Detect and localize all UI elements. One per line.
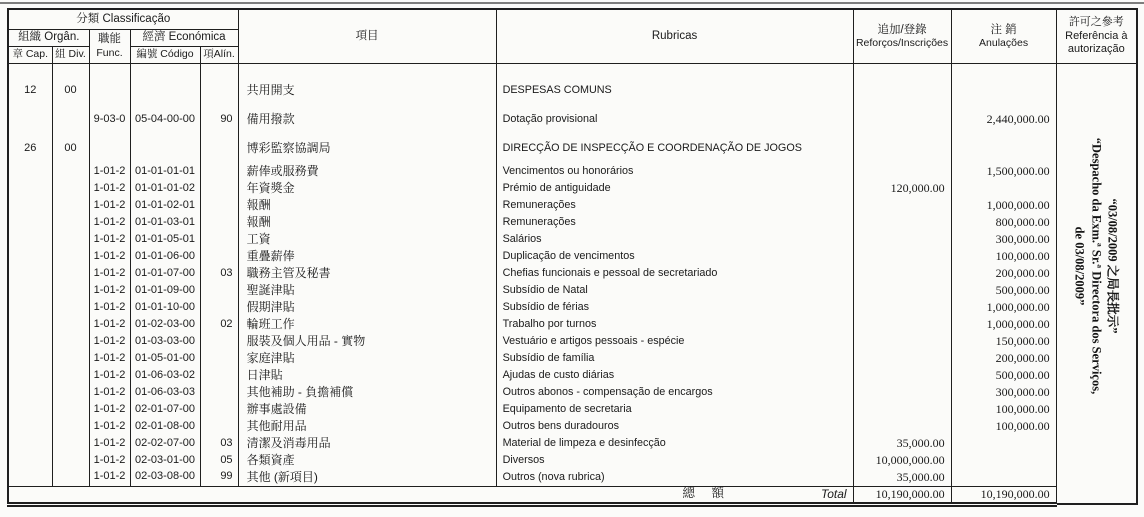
cell-reforcos <box>853 197 951 214</box>
cell-cap <box>8 299 52 316</box>
table-row <box>8 316 1137 333</box>
cell-func: 1-01-2 <box>89 452 130 469</box>
cell-codigo <box>130 76 200 105</box>
table-row <box>8 367 1137 384</box>
header-func <box>89 29 130 63</box>
cell-func: 1-01-2 <box>89 197 130 214</box>
cell-item-zh: 服裝及個人用品 - 實物 <box>238 333 496 350</box>
cell-item-zh: 工資 <box>238 231 496 248</box>
cell-reforcos <box>853 231 951 248</box>
cell-div <box>52 316 89 333</box>
header-rubricas: Rubricas <box>496 9 853 63</box>
cell-cap <box>8 333 52 350</box>
cell-div <box>52 333 89 350</box>
cell-codigo: 01-06-03-02 <box>130 367 200 384</box>
header-referencia-pt1: Referência à <box>1065 29 1128 42</box>
cell-alin <box>200 333 238 350</box>
header-classificacao: 分類 Classificação <box>8 9 238 29</box>
table-row <box>8 384 1137 401</box>
cell-anulacoes: 150,000.00 <box>951 333 1056 350</box>
cell-anulacoes <box>951 435 1056 452</box>
cell-rubrica: Subsídio de família <box>496 350 853 367</box>
cell-rubrica: Vencimentos ou honorários <box>496 163 853 180</box>
cell-func: 1-01-2 <box>89 401 130 418</box>
cell-reforcos <box>853 299 951 316</box>
cell-alin <box>200 197 238 214</box>
spacer-cell <box>200 63 238 76</box>
cell-anulacoes: 1,000,000.00 <box>951 316 1056 333</box>
cell-reforcos <box>853 333 951 350</box>
cell-func: 1-01-2 <box>89 282 130 299</box>
total-label-zh: 總 額 <box>682 486 726 501</box>
cell-reforcos <box>853 265 951 282</box>
spacer-cell <box>8 63 52 76</box>
cell-div <box>52 350 89 367</box>
cell-codigo: 01-01-01-02 <box>130 180 200 197</box>
header-reforcos-zh: 追加/登錄 <box>877 23 927 36</box>
cell-func: 1-01-2 <box>89 350 130 367</box>
cell-codigo: 01-05-01-00 <box>130 350 200 367</box>
cell-func <box>89 76 130 105</box>
cell-reforcos <box>853 214 951 231</box>
cell-alin <box>200 282 238 299</box>
cell-reforcos <box>853 316 951 333</box>
cell-div <box>52 197 89 214</box>
cell-rubrica: Subsídio de férias <box>496 299 853 316</box>
cell-item-zh: 博彩監察協調局 <box>238 134 496 163</box>
cell-cap <box>8 231 52 248</box>
cell-alin <box>200 299 238 316</box>
cell-codigo <box>130 134 200 163</box>
table-row <box>8 435 1137 452</box>
reference-note-line1: “03/08/2009 之局長批示” <box>1105 198 1120 334</box>
cell-codigo: 01-01-03-01 <box>130 214 200 231</box>
cell-item-zh: 報酬 <box>238 197 496 214</box>
table-row <box>8 180 1137 197</box>
cell-func: 1-01-2 <box>89 418 130 435</box>
cell-alin <box>200 367 238 384</box>
cell-item-zh: 各類資產 <box>238 452 496 469</box>
cell-func: 1-01-2 <box>89 265 130 282</box>
cell-div <box>52 299 89 316</box>
cell-cap <box>8 418 52 435</box>
cell-anulacoes: 300,000.00 <box>951 231 1056 248</box>
table-body <box>8 63 1137 504</box>
cell-codigo: 01-01-05-01 <box>130 231 200 248</box>
table-row <box>8 401 1137 418</box>
cell-codigo: 01-01-06-00 <box>130 248 200 265</box>
cell-codigo: 02-01-07-00 <box>130 401 200 418</box>
cell-item-zh: 清潔及消毒用品 <box>238 435 496 452</box>
cell-reforcos <box>853 282 951 299</box>
cell-anulacoes: 1,000,000.00 <box>951 197 1056 214</box>
cell-alin <box>200 76 238 105</box>
cell-div <box>52 105 89 134</box>
cell-item-zh: 辦事處設備 <box>238 401 496 418</box>
cell-div <box>52 248 89 265</box>
cell-codigo: 02-03-08-00 <box>130 469 200 486</box>
cell-reforcos <box>853 248 951 265</box>
cell-alin: 03 <box>200 265 238 282</box>
cell-reforcos <box>853 105 951 134</box>
cell-div <box>52 401 89 418</box>
cell-codigo: 01-02-03-00 <box>130 316 200 333</box>
cell-cap <box>8 282 52 299</box>
cell-cap <box>8 248 52 265</box>
cell-reforcos <box>853 350 951 367</box>
header-referencia <box>1056 9 1137 63</box>
cell-codigo: 05-04-00-00 <box>130 105 200 134</box>
table-row <box>8 248 1137 265</box>
cell-anulacoes <box>951 469 1056 486</box>
cell-alin <box>200 214 238 231</box>
table-row <box>8 231 1137 248</box>
cell-cap <box>8 163 52 180</box>
cell-reforcos <box>853 384 951 401</box>
header-alin: 項Alín. <box>200 46 238 63</box>
header-func-zh: 職能 <box>98 33 121 46</box>
cell-anulacoes <box>951 134 1056 163</box>
cell-alin: 03 <box>200 435 238 452</box>
cell-rubrica: Equipamento de secretaria <box>496 401 853 418</box>
cell-div <box>52 231 89 248</box>
table-row <box>8 163 1137 180</box>
cell-rubrica: Ajudas de custo diárias <box>496 367 853 384</box>
cell-codigo: 01-03-03-00 <box>130 333 200 350</box>
cell-anulacoes: 1,500,000.00 <box>951 163 1056 180</box>
cell-div <box>52 384 89 401</box>
cell-func: 1-01-2 <box>89 299 130 316</box>
cell-item-zh: 職務主管及秘書 <box>238 265 496 282</box>
cell-anulacoes: 2,440,000.00 <box>951 105 1056 134</box>
cell-alin <box>200 180 238 197</box>
cell-item-zh: 其他 (新項目) <box>238 469 496 486</box>
cell-codigo: 01-01-09-00 <box>130 282 200 299</box>
cell-rubrica: DIRECÇÃO DE INSPECÇÃO E COORDENAÇÃO DE JOGOS <box>496 134 853 163</box>
spacer-cell <box>951 63 1056 76</box>
table-row <box>8 350 1137 367</box>
cell-rubrica: Trabalho por turnos <box>496 316 853 333</box>
cell-cap <box>8 401 52 418</box>
cell-item-zh: 聖誕津貼 <box>238 282 496 299</box>
reference-note-line2: “Despacho da Exm.ª Sr.ª Directora dos Serviços, <box>1089 137 1104 394</box>
header-func-pt: Func. <box>96 46 123 59</box>
cell-reforcos: 120,000.00 <box>853 180 951 197</box>
cell-item-zh: 年資獎金 <box>238 180 496 197</box>
cell-reforcos <box>853 76 951 105</box>
total-label-pt: Total <box>820 486 847 501</box>
cell-rubrica: Outros bens duradouros <box>496 418 853 435</box>
cell-anulacoes: 200,000.00 <box>951 350 1056 367</box>
cell-codigo: 02-01-08-00 <box>130 418 200 435</box>
cell-reforcos: 35,000.00 <box>853 469 951 486</box>
cell-anulacoes <box>951 76 1056 105</box>
cell-func: 1-01-2 <box>89 333 130 350</box>
cell-item-zh: 備用撥款 <box>238 105 496 134</box>
cell-rubrica: Duplicação de vencimentos <box>496 248 853 265</box>
spacer-cell <box>238 63 496 76</box>
cell-reforcos <box>853 163 951 180</box>
cell-div: 00 <box>52 134 89 163</box>
cell-div <box>52 214 89 231</box>
cell-reforcos <box>853 367 951 384</box>
cell-func: 1-01-2 <box>89 316 130 333</box>
cell-alin <box>200 248 238 265</box>
spacer-cell <box>89 63 130 76</box>
table-row <box>8 214 1137 231</box>
cell-cap <box>8 384 52 401</box>
cell-func: 1-01-2 <box>89 163 130 180</box>
cell-codigo: 01-06-03-03 <box>130 384 200 401</box>
cell-reforcos <box>853 134 951 163</box>
cell-item-zh: 共用開支 <box>238 76 496 105</box>
cell-codigo: 02-03-01-00 <box>130 452 200 469</box>
cell-codigo: 01-01-07-00 <box>130 265 200 282</box>
cell-anulacoes: 500,000.00 <box>951 367 1056 384</box>
cell-div <box>52 367 89 384</box>
total-row <box>8 486 1137 504</box>
cell-rubrica: Material de limpeza e desinfecção <box>496 435 853 452</box>
header-referencia-pt2: autorização <box>1067 42 1125 55</box>
cell-alin <box>200 134 238 163</box>
cell-func: 1-01-2 <box>89 367 130 384</box>
cell-codigo: 02-02-07-00 <box>130 435 200 452</box>
cell-rubrica: Diversos <box>496 452 853 469</box>
header-organ: 組織 Orgân. <box>8 29 89 46</box>
cell-anulacoes <box>951 180 1056 197</box>
cell-cap <box>8 105 52 134</box>
cell-item-zh: 輪班工作 <box>238 316 496 333</box>
table-row <box>8 299 1137 316</box>
cell-func: 1-01-2 <box>89 469 130 486</box>
cell-reforcos <box>853 401 951 418</box>
table-row <box>8 105 1137 134</box>
cell-cap: 26 <box>8 134 52 163</box>
header-referencia-zh: 許可之參考 <box>1068 16 1124 29</box>
spacer-cell <box>130 63 200 76</box>
cell-anulacoes: 200,000.00 <box>951 265 1056 282</box>
header-cap: 章 Cap. <box>8 46 52 63</box>
cell-func: 1-01-2 <box>89 214 130 231</box>
table-row <box>8 452 1137 469</box>
cell-anulacoes: 300,000.00 <box>951 384 1056 401</box>
cell-div <box>52 282 89 299</box>
table-row <box>8 265 1137 282</box>
cell-alin <box>200 350 238 367</box>
table-row <box>8 469 1137 486</box>
header-anulacoes-zh: 注 銷 <box>990 23 1017 36</box>
cell-reforcos: 35,000.00 <box>853 435 951 452</box>
cell-cap: 12 <box>8 76 52 105</box>
cell-alin <box>200 401 238 418</box>
cell-div <box>52 418 89 435</box>
spacer-row <box>8 63 1137 76</box>
table-header <box>8 9 1137 63</box>
cell-rubrica: Outros abonos - compensação de encargos <box>496 384 853 401</box>
authorization-reference-note <box>1072 137 1121 393</box>
cell-rubrica: Chefias funcionais e pessoal de secretariado <box>496 265 853 282</box>
spacer-cell <box>496 63 853 76</box>
table-row <box>8 333 1137 350</box>
cell-cap <box>8 452 52 469</box>
cell-rubrica: Remunerações <box>496 197 853 214</box>
header-codigo: 編號 Código <box>130 46 200 63</box>
cell-cap <box>8 214 52 231</box>
total-reforcos: 10,190,000.00 <box>853 486 951 504</box>
cell-div <box>52 435 89 452</box>
cell-reforcos: 10,000,000.00 <box>853 452 951 469</box>
cell-item-zh: 日津貼 <box>238 367 496 384</box>
cell-anulacoes: 100,000.00 <box>951 248 1056 265</box>
referencia-note-cell <box>1056 63 1137 504</box>
cell-rubrica: Salários <box>496 231 853 248</box>
cell-rubrica: Remunerações <box>496 214 853 231</box>
spacer-cell <box>52 63 89 76</box>
cell-alin <box>200 384 238 401</box>
cell-div <box>52 180 89 197</box>
header-reforcos <box>853 9 951 63</box>
header-anulacoes <box>951 9 1056 63</box>
cell-item-zh: 報酬 <box>238 214 496 231</box>
cell-cap <box>8 350 52 367</box>
cell-func: 1-01-2 <box>89 248 130 265</box>
cell-alin: 05 <box>200 452 238 469</box>
cell-cap <box>8 469 52 486</box>
cell-anulacoes: 100,000.00 <box>951 418 1056 435</box>
cell-alin <box>200 163 238 180</box>
table-row <box>8 134 1137 163</box>
cell-rubrica: Dotação provisional <box>496 105 853 134</box>
cell-cap <box>8 435 52 452</box>
cell-cap <box>8 316 52 333</box>
header-economica: 經濟 Económica <box>130 29 238 46</box>
header-div: 組 Div. <box>52 46 89 63</box>
cell-reforcos <box>853 418 951 435</box>
header-item: 項目 <box>238 9 496 63</box>
budget-table <box>7 8 1138 507</box>
cell-item-zh: 其他補助 - 負擔補償 <box>238 384 496 401</box>
cell-item-zh: 假期津貼 <box>238 299 496 316</box>
cell-alin <box>200 418 238 435</box>
cell-func: 1-01-2 <box>89 231 130 248</box>
cell-codigo: 01-01-01-01 <box>130 163 200 180</box>
header-reforcos-pt: Reforços/Inscrições <box>855 36 949 49</box>
cell-div <box>52 265 89 282</box>
header-anulacoes-pt: Anulações <box>979 36 1029 49</box>
cell-alin <box>200 231 238 248</box>
total-anulacoes: 10,190,000.00 <box>951 486 1056 504</box>
cell-rubrica: Prémio de antiguidade <box>496 180 853 197</box>
cell-div <box>52 452 89 469</box>
table-row <box>8 282 1137 299</box>
cell-cap <box>8 265 52 282</box>
cell-func: 1-01-2 <box>89 180 130 197</box>
cell-rubrica: DESPESAS COMUNS <box>496 76 853 105</box>
cell-func <box>89 134 130 163</box>
table-row <box>8 418 1137 435</box>
cell-item-zh: 其他耐用品 <box>238 418 496 435</box>
cell-codigo: 01-01-02-01 <box>130 197 200 214</box>
cell-item-zh: 重疊薪俸 <box>238 248 496 265</box>
cell-anulacoes: 1,000,000.00 <box>951 299 1056 316</box>
reference-note-line3: de 03/08/2009” <box>1073 226 1088 306</box>
cell-anulacoes: 100,000.00 <box>951 401 1056 418</box>
cell-codigo: 01-01-10-00 <box>130 299 200 316</box>
cell-item-zh: 薪俸或服務費 <box>238 163 496 180</box>
cell-cap <box>8 367 52 384</box>
scan-edge-line <box>0 2 1144 4</box>
cell-alin: 02 <box>200 316 238 333</box>
cell-cap <box>8 180 52 197</box>
total-label-cell <box>8 486 853 504</box>
cell-div: 00 <box>52 76 89 105</box>
spacer-cell <box>853 63 951 76</box>
cell-alin: 99 <box>200 469 238 486</box>
cell-func: 1-01-2 <box>89 384 130 401</box>
cell-div <box>52 469 89 486</box>
cell-rubrica: Outros (nova rubrica) <box>496 469 853 486</box>
cell-cap <box>8 197 52 214</box>
table-row <box>8 76 1137 105</box>
table-row <box>8 197 1137 214</box>
cell-anulacoes: 800,000.00 <box>951 214 1056 231</box>
cell-div <box>52 163 89 180</box>
cell-alin: 90 <box>200 105 238 134</box>
cell-func: 1-01-2 <box>89 435 130 452</box>
cell-rubrica: Subsídio de Natal <box>496 282 853 299</box>
cell-func: 9-03-0 <box>89 105 130 134</box>
cell-item-zh: 家庭津貼 <box>238 350 496 367</box>
cell-anulacoes <box>951 452 1056 469</box>
cell-anulacoes: 500,000.00 <box>951 282 1056 299</box>
cell-rubrica: Vestuário e artigos pessoais - espécie <box>496 333 853 350</box>
